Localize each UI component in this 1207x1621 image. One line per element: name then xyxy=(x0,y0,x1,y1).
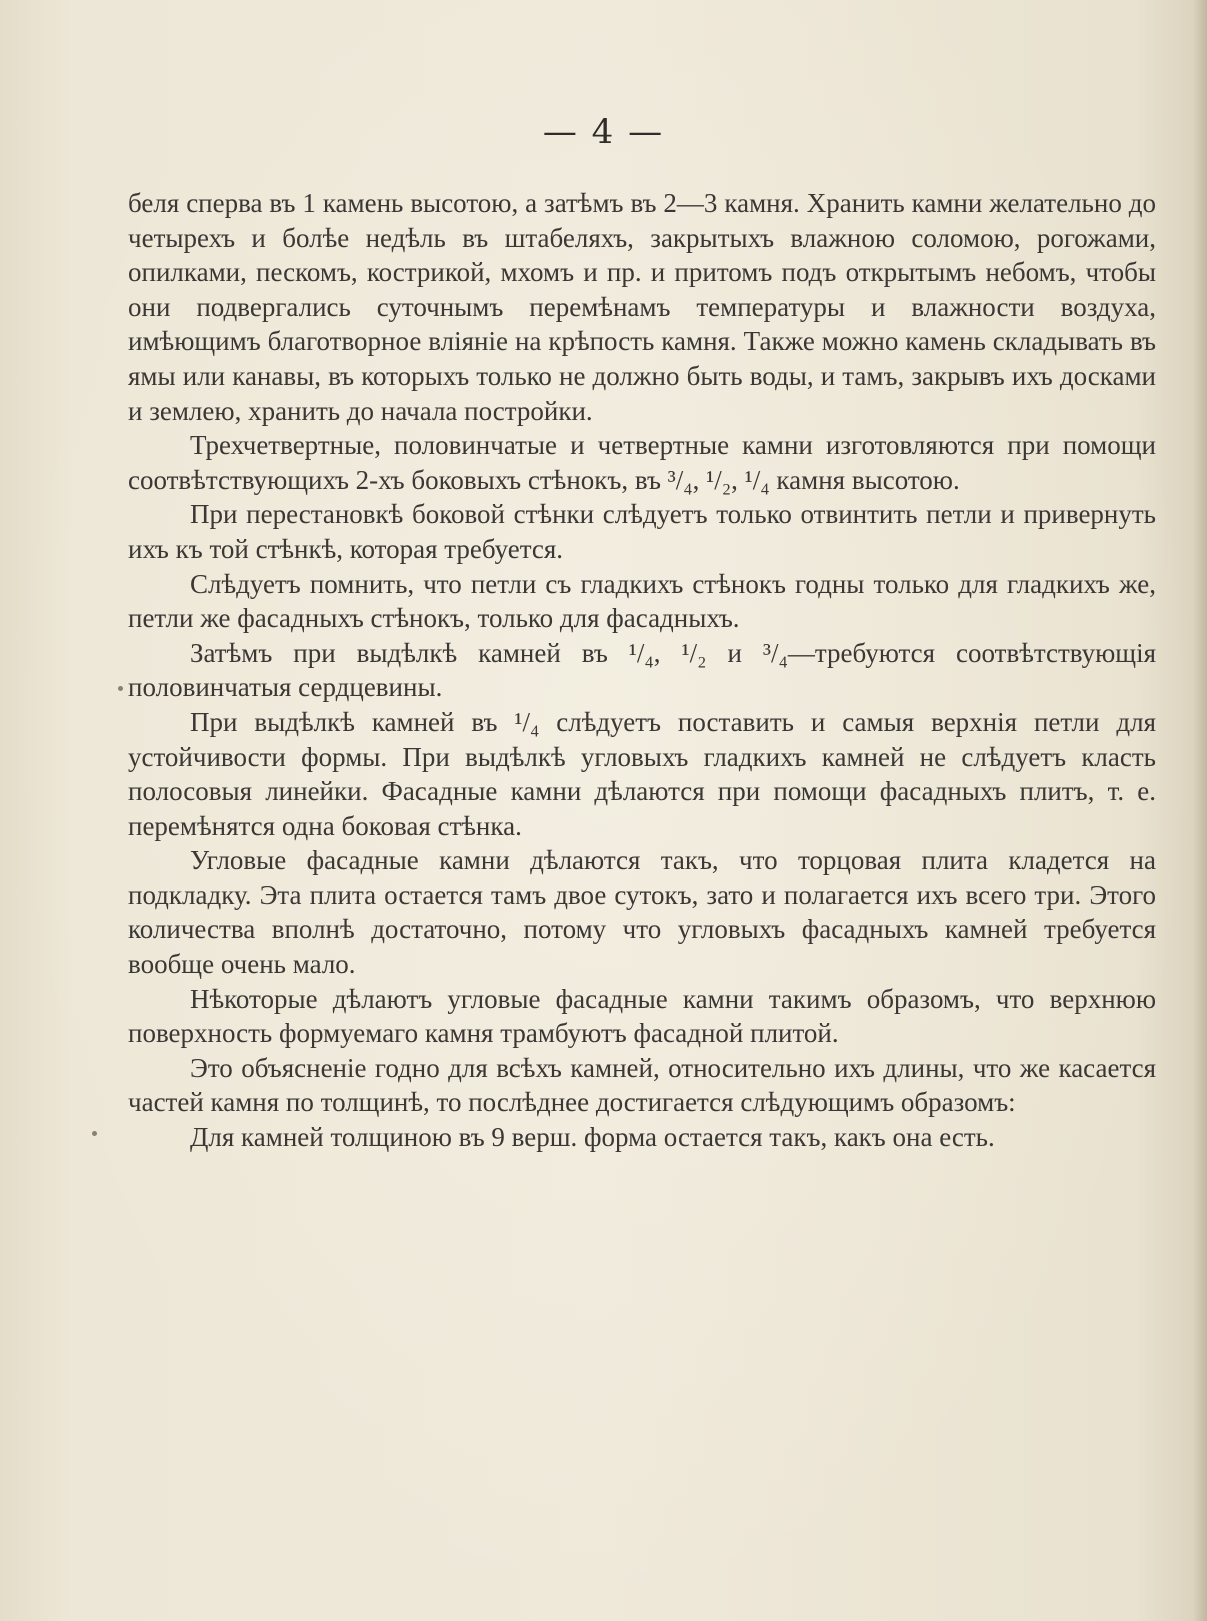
page-edge-shadow xyxy=(1193,0,1207,1621)
paragraph: Затѣмъ при выдѣлкѣ камней въ ¹/₄, ¹/₂ и ³/₄—требуются соотвѣтствующія половинчатыя сердцевины. xyxy=(128,637,1156,703)
paragraph: Нѣкоторые дѣлаютъ угловые фасадные камни такимъ образомъ, что верхнюю поверхность формуемаго камня трамбуютъ фасадной плитой. xyxy=(128,983,1156,1049)
margin-mark xyxy=(92,1131,97,1136)
paragraph: Угловые фасадные камни дѣлаются такъ, что торцовая плита кладется на подкладку. Эта плита остается тамъ двое сутокъ, зато и полагается ихъ всего три. Этого количества вполнѣ достаточно, потому что угловыхъ фасадныхъ камней требуется вообще очень мало. xyxy=(128,845,1156,980)
paragraph: Это объясненіе годно для всѣхъ камней, относительно ихъ длины, что же касается частей камня по толщинѣ, то послѣднее достигается слѣдующимъ образомъ: xyxy=(128,1052,1156,1118)
paragraph: Для камней толщиною въ 9 верш. форма остается такъ, какъ она есть. xyxy=(190,1122,995,1153)
paragraph: Трехчетвертные, половинчатые и четвертные камни изготовляются при помощи соотвѣтствующихъ 2-хъ боковыхъ стѣнокъ, въ ³/₄, ¹/₂, ¹/₄ камня высотою. xyxy=(128,430,1156,495)
body-text xyxy=(128,186,1156,1155)
paragraph-continued: беля сперва въ 1 камень высотою, а затѣмъ въ 2—3 камня. Хранить камни желательно до четырехъ и болѣе недѣль въ штабеляхъ, закрытыхъ влажною соломою, рогожами, опилками, пескомъ, кострикой, мхомъ и пр. и притомъ подъ открытымъ небомъ, чтобы они подвергались суточнымъ перемѣнамъ температуры и влажности воздуха, имѣющимъ благотворное вліяніе на крѣпость камня. Также можно камень складывать въ ямы или канавы, въ которыхъ только не должно быть воды, и тамъ, закрывъ ихъ досками и землею, хранить до начала постройки. xyxy=(128,188,1156,426)
margin-mark xyxy=(118,686,123,691)
paragraph: При выдѣлкѣ камней въ ¹/₄ слѣдуетъ поставить и самыя верхнія петли для устойчивости формы. При выдѣлкѣ угловыхъ гладкихъ камней не слѣдуетъ класть полосовыя линейки. Фасадные камни дѣлаются при помощи фасадныхъ плитъ, т. е. перемѣнятся одна боковая стѣнка. xyxy=(128,706,1156,841)
page-number: — 4 — xyxy=(542,112,665,152)
paragraph: При перестановкѣ боковой стѣнки слѣдуетъ только отвинтить петли и привернуть ихъ къ той стѣнкѣ, которая требуется. xyxy=(128,499,1156,564)
paragraph: Слѣдуетъ помнить, что петли съ гладкихъ стѣнокъ годны только для гладкихъ же, петли же фасадныхъ стѣнокъ, только для фасадныхъ. xyxy=(128,568,1156,634)
